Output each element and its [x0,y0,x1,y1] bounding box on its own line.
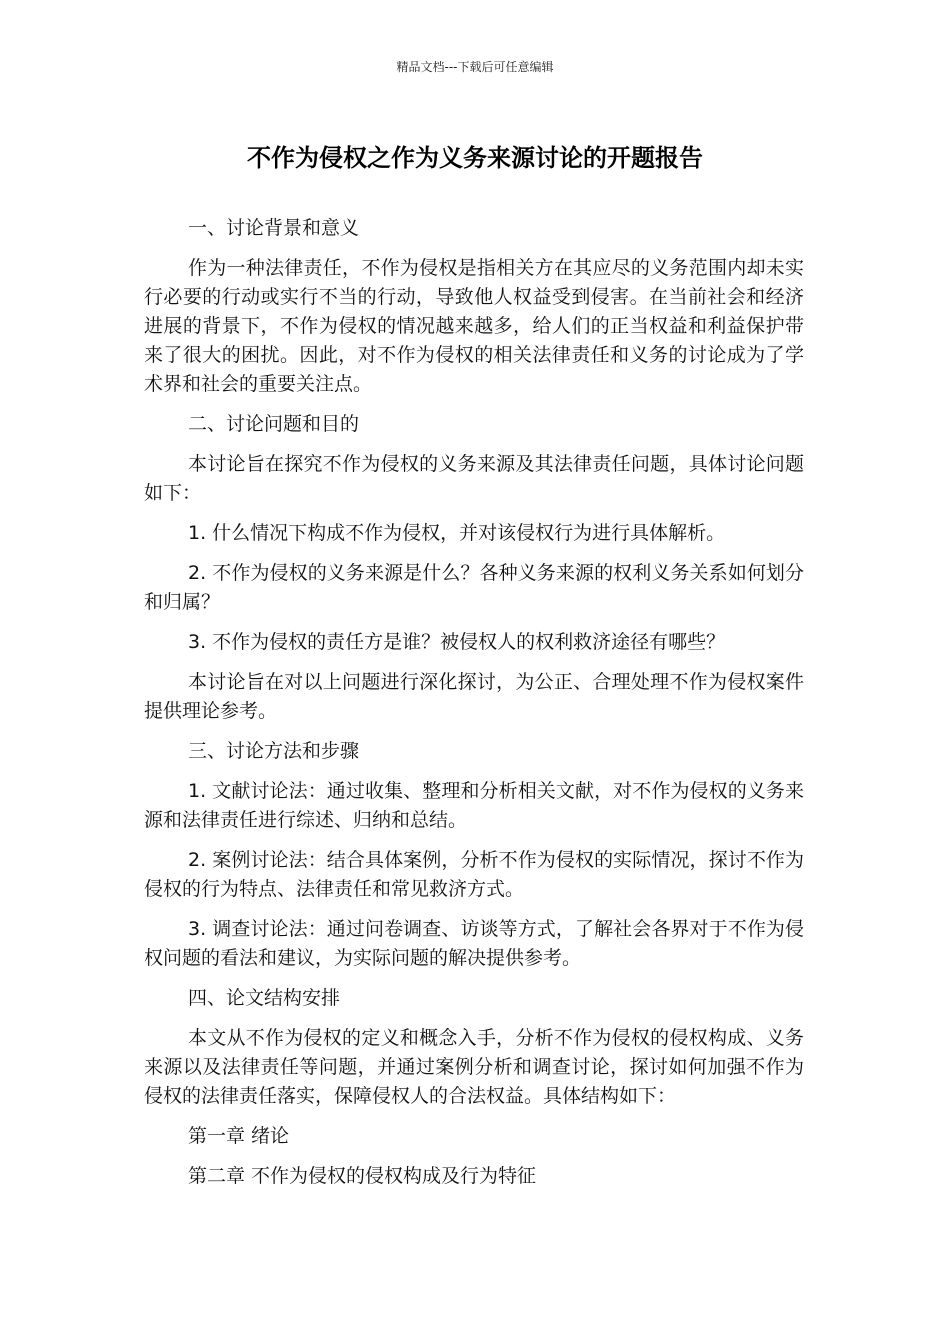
list-item-question-1: 1. 什么情况下构成不作为侵权，并对该侵权行为进行具体解析。 [188,522,726,544]
paragraph-purpose: 本讨论旨在对以上问题进行深化探讨，为公正、合理处理不作为侵权案件提供理论参考。 [144,671,804,722]
section-heading-structure: 四、论文结构安排 [188,987,341,1009]
document-body [144,214,804,1202]
list-item-question-3: 3. 不作为侵权的责任方是谁？被侵权人的权利救济途径有哪些？ [188,631,726,653]
section-heading-methods: 三、讨论方法和步骤 [188,740,360,762]
paragraph-questions-intro: 本讨论旨在探究不作为侵权的义务来源及其法律责任问题，具体讨论问题如下： [144,453,804,504]
list-item-method-1: 1. 文献讨论法：通过收集、整理和分析相关文献，对不作为侵权的义务来源和法律责任进行综述、归纳和总结。 [144,780,804,831]
paragraph-background: 作为一种法律责任，不作为侵权是指相关方在其应尽的义务范围内却未实行必要的行动或实行不当的行动，导致他人权益受到侵害。在当前社会和经济进展的背景下，不作为侵权的情况越来越多，给人们的正当权益和利益保护带来了很大的困扰。因此，对不作为侵权的相关法律责任和义务的讨论成为了学术界和社会的重要关注点。 [144,257,804,395]
list-item-method-2: 2. 案例讨论法：结合具体案例，分析不作为侵权的实际情况，探讨不作为侵权的行为特点、法律责任和常见救济方式。 [144,849,804,900]
list-item-question-2: 2. 不作为侵权的义务来源是什么？各种义务来源的权利义务关系如何划分和归属？ [144,562,804,613]
chapter-item-2: 第二章 不作为侵权的侵权构成及行为特征 [188,1165,537,1187]
paragraph-structure: 本文从不作为侵权的定义和概念入手，分析不作为侵权的侵权构成、义务来源以及法律责任等问题，并通过案例分析和调查讨论，探讨如何加强不作为侵权的法律责任落实，保障侵权人的合法权益。具体结构如下： [144,1027,804,1107]
document-title: 不作为侵权之作为义务来源讨论的开题报告 [247,144,703,172]
header-note: 精品文档---下载后可任意编辑 [396,60,554,74]
chapter-item-1: 第一章 绪论 [188,1125,290,1147]
list-item-method-3: 3. 调查讨论法：通过问卷调查、访谈等方式，了解社会各界对于不作为侵权问题的看法和建议，为实际问题的解决提供参考。 [144,918,804,969]
section-heading-questions: 二、讨论问题和目的 [188,413,360,435]
section-heading-background: 一、讨论背景和意义 [188,217,360,239]
